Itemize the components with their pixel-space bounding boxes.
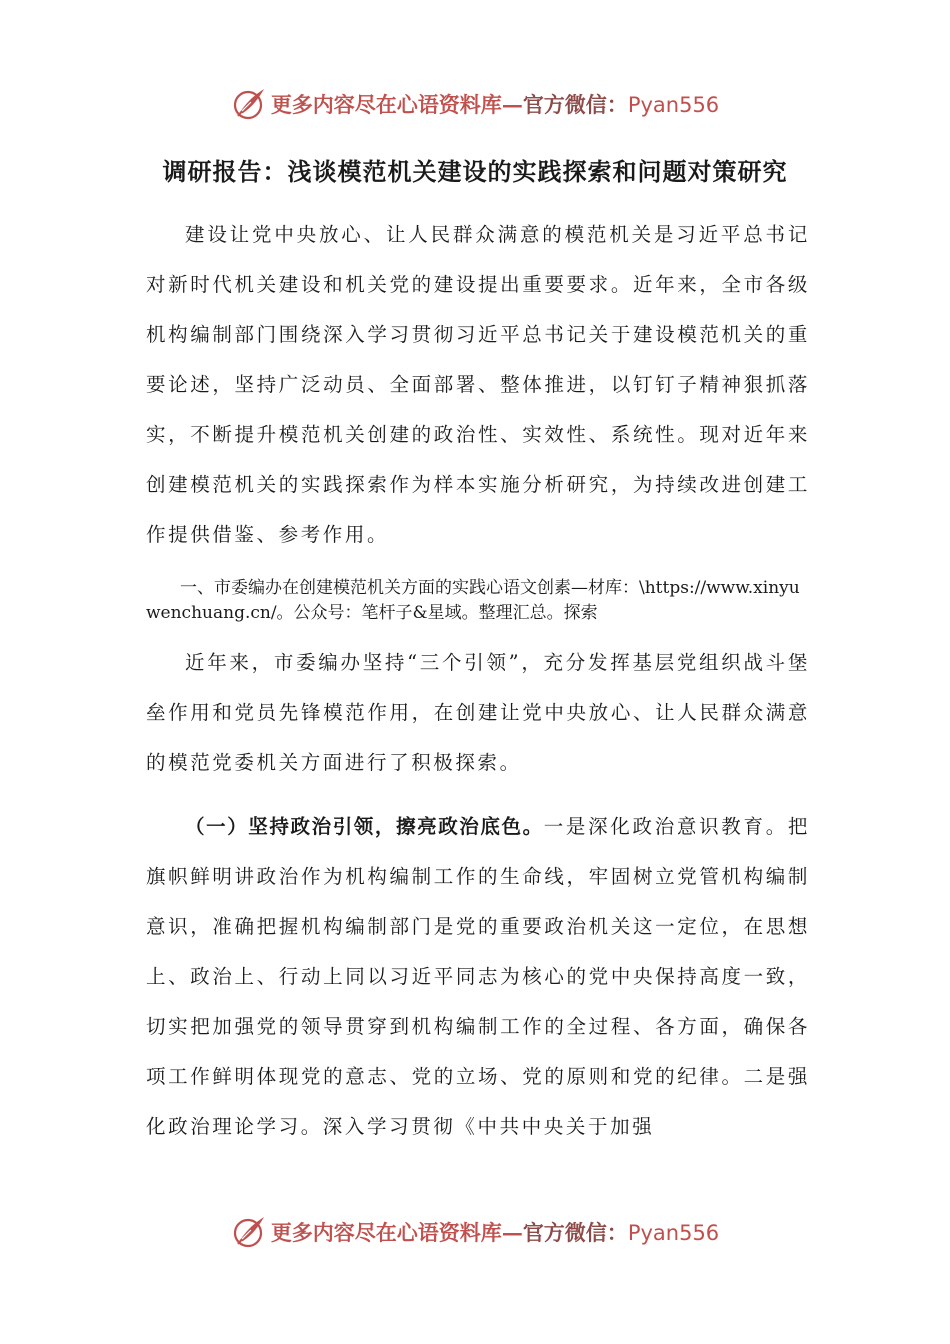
intro-paragraph: 建设让党中央放心、让人民群众满意的模范机关是习近平总书记对新时代机关建设和机关党的建设提出重要要求。近年来，全市各级机构编制部门围绕深入学习贯彻习近平总书记关于建设模范机关的重要论述，坚持广泛动员、全面部署、整体推进，以钉钉子精神狠抓落实，不断提升模范机关创建的政治性、实效性、系统性。现对近年来创建模范机关的实践探索作为样本实施分析研究，为持续改进创建工作提供借鉴、参考作用。 [146, 223, 810, 546]
banner-text: 更多内容尽在心语资料库—官方微信：Pyan556 [270, 92, 720, 117]
subsection-paragraph [146, 802, 810, 1152]
document-title: 调研报告：浅谈模范机关建设的实践探索和问题对策研究 [162, 157, 788, 186]
subsection-body: 一是深化政治意识教育。把旗帜鲜明讲政治作为机构编制工作的生命线，牢固树立党管机构编制意识，准确把握机构编制部门是党的重要政治机关这一定位，在思想上、政治上、行动上同以习近平同志为核心的党中央保持高度一致，切实把加强党的领导贯穿到机构编制工作的全过程、各方面，确保各项工作鲜明体现党的意志、党的立场、党的原则和党的纪律。二是强化政治理论学习。深入学习贯彻《中共中央关于加强 [146, 815, 810, 1138]
subsection-lead: （一）坚持政治引领，擦亮政治底色。 [185, 815, 544, 838]
footer-banner [0, 1212, 950, 1252]
banner-text: 更多内容尽在心语资料库—官方微信：Pyan556 [270, 1220, 720, 1245]
section-heading: 一、市委编办在创建模范机关方面的实践心语文创素—材库：\https://www.xinyuwenchuang.cn/。公众号：笔杆子&星域。整理汇总。探索 [146, 578, 800, 623]
quill-logo-icon [231, 86, 267, 122]
document-body [146, 210, 810, 1152]
wechat-id: Pyan556 [627, 1221, 720, 1245]
quill-logo-icon [231, 1214, 267, 1250]
header-banner [0, 84, 950, 124]
wechat-id: Pyan556 [627, 93, 720, 117]
section-paragraph: 近年来，市委编办坚持“三个引领”，充分发挥基层党组织战斗堡垒作用和党员先锋模范作用，在创建让党中央放心、让人民群众满意的模范党委机关方面进行了积极探索。 [146, 651, 810, 774]
